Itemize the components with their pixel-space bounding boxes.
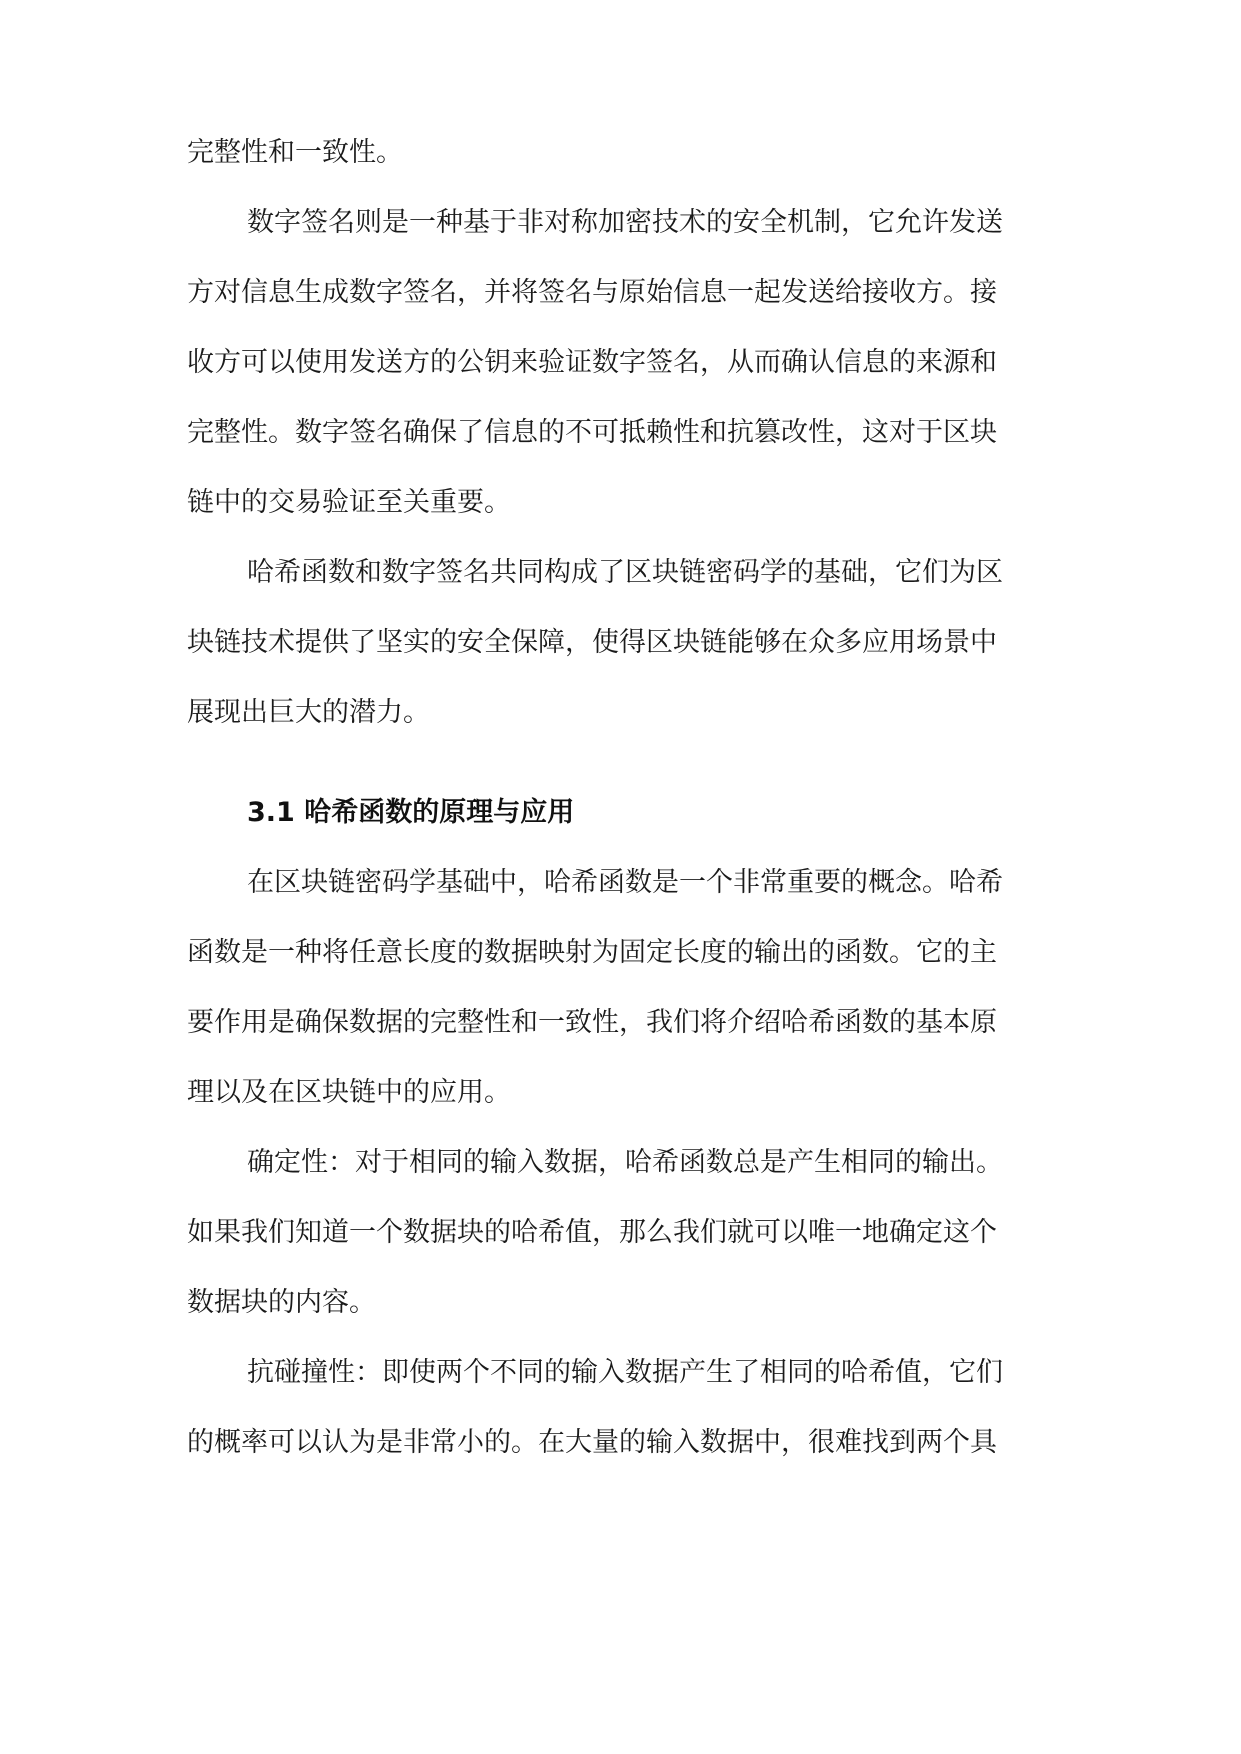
text-line: 如果我们知道一个数据块的哈希值，那么我们就可以唯一地确定这个 [187, 1217, 997, 1248]
text-line: 展现出巨大的潜力。 [187, 697, 430, 728]
text-line: 在区块链密码学基础中，哈希函数是一个非常重要的概念。哈希 [247, 867, 1003, 898]
text-line: 链中的交易验证至关重要。 [187, 487, 511, 518]
section-heading: 3.1 哈希函数的原理与应用 [247, 797, 575, 828]
text-line: 要作用是确保数据的完整性和一致性，我们将介绍哈希函数的基本原 [187, 1007, 997, 1038]
text-line: 函数是一种将任意长度的数据映射为固定长度的输出的函数。它的主 [187, 937, 997, 968]
text-line: 的概率可以认为是非常小的。在大量的输入数据中，很难找到两个具 [187, 1427, 997, 1458]
text-line: 哈希函数和数字签名共同构成了区块链密码学的基础，它们为区 [247, 557, 1003, 588]
text-line: 确定性：对于相同的输入数据，哈希函数总是产生相同的输出。 [247, 1147, 1003, 1178]
text-line: 数据块的内容。 [187, 1287, 376, 1318]
text-line: 块链技术提供了坚实的安全保障，使得区块链能够在众多应用场景中 [187, 627, 997, 658]
text-line: 理以及在区块链中的应用。 [187, 1077, 511, 1108]
text-line: 完整性和一致性。 [187, 137, 403, 168]
text-line: 抗碰撞性：即使两个不同的输入数据产生了相同的哈希值，它们 [247, 1357, 1003, 1388]
text-line: 方对信息生成数字签名，并将签名与原始信息一起发送给接收方。接 [187, 277, 997, 308]
text-line: 数字签名则是一种基于非对称加密技术的安全机制，它允许发送 [247, 207, 1003, 238]
text-line: 收方可以使用发送方的公钥来验证数字签名，从而确认信息的来源和 [187, 347, 997, 378]
text-line: 完整性。数字签名确保了信息的不可抵赖性和抗篡改性，这对于区块 [187, 417, 997, 448]
